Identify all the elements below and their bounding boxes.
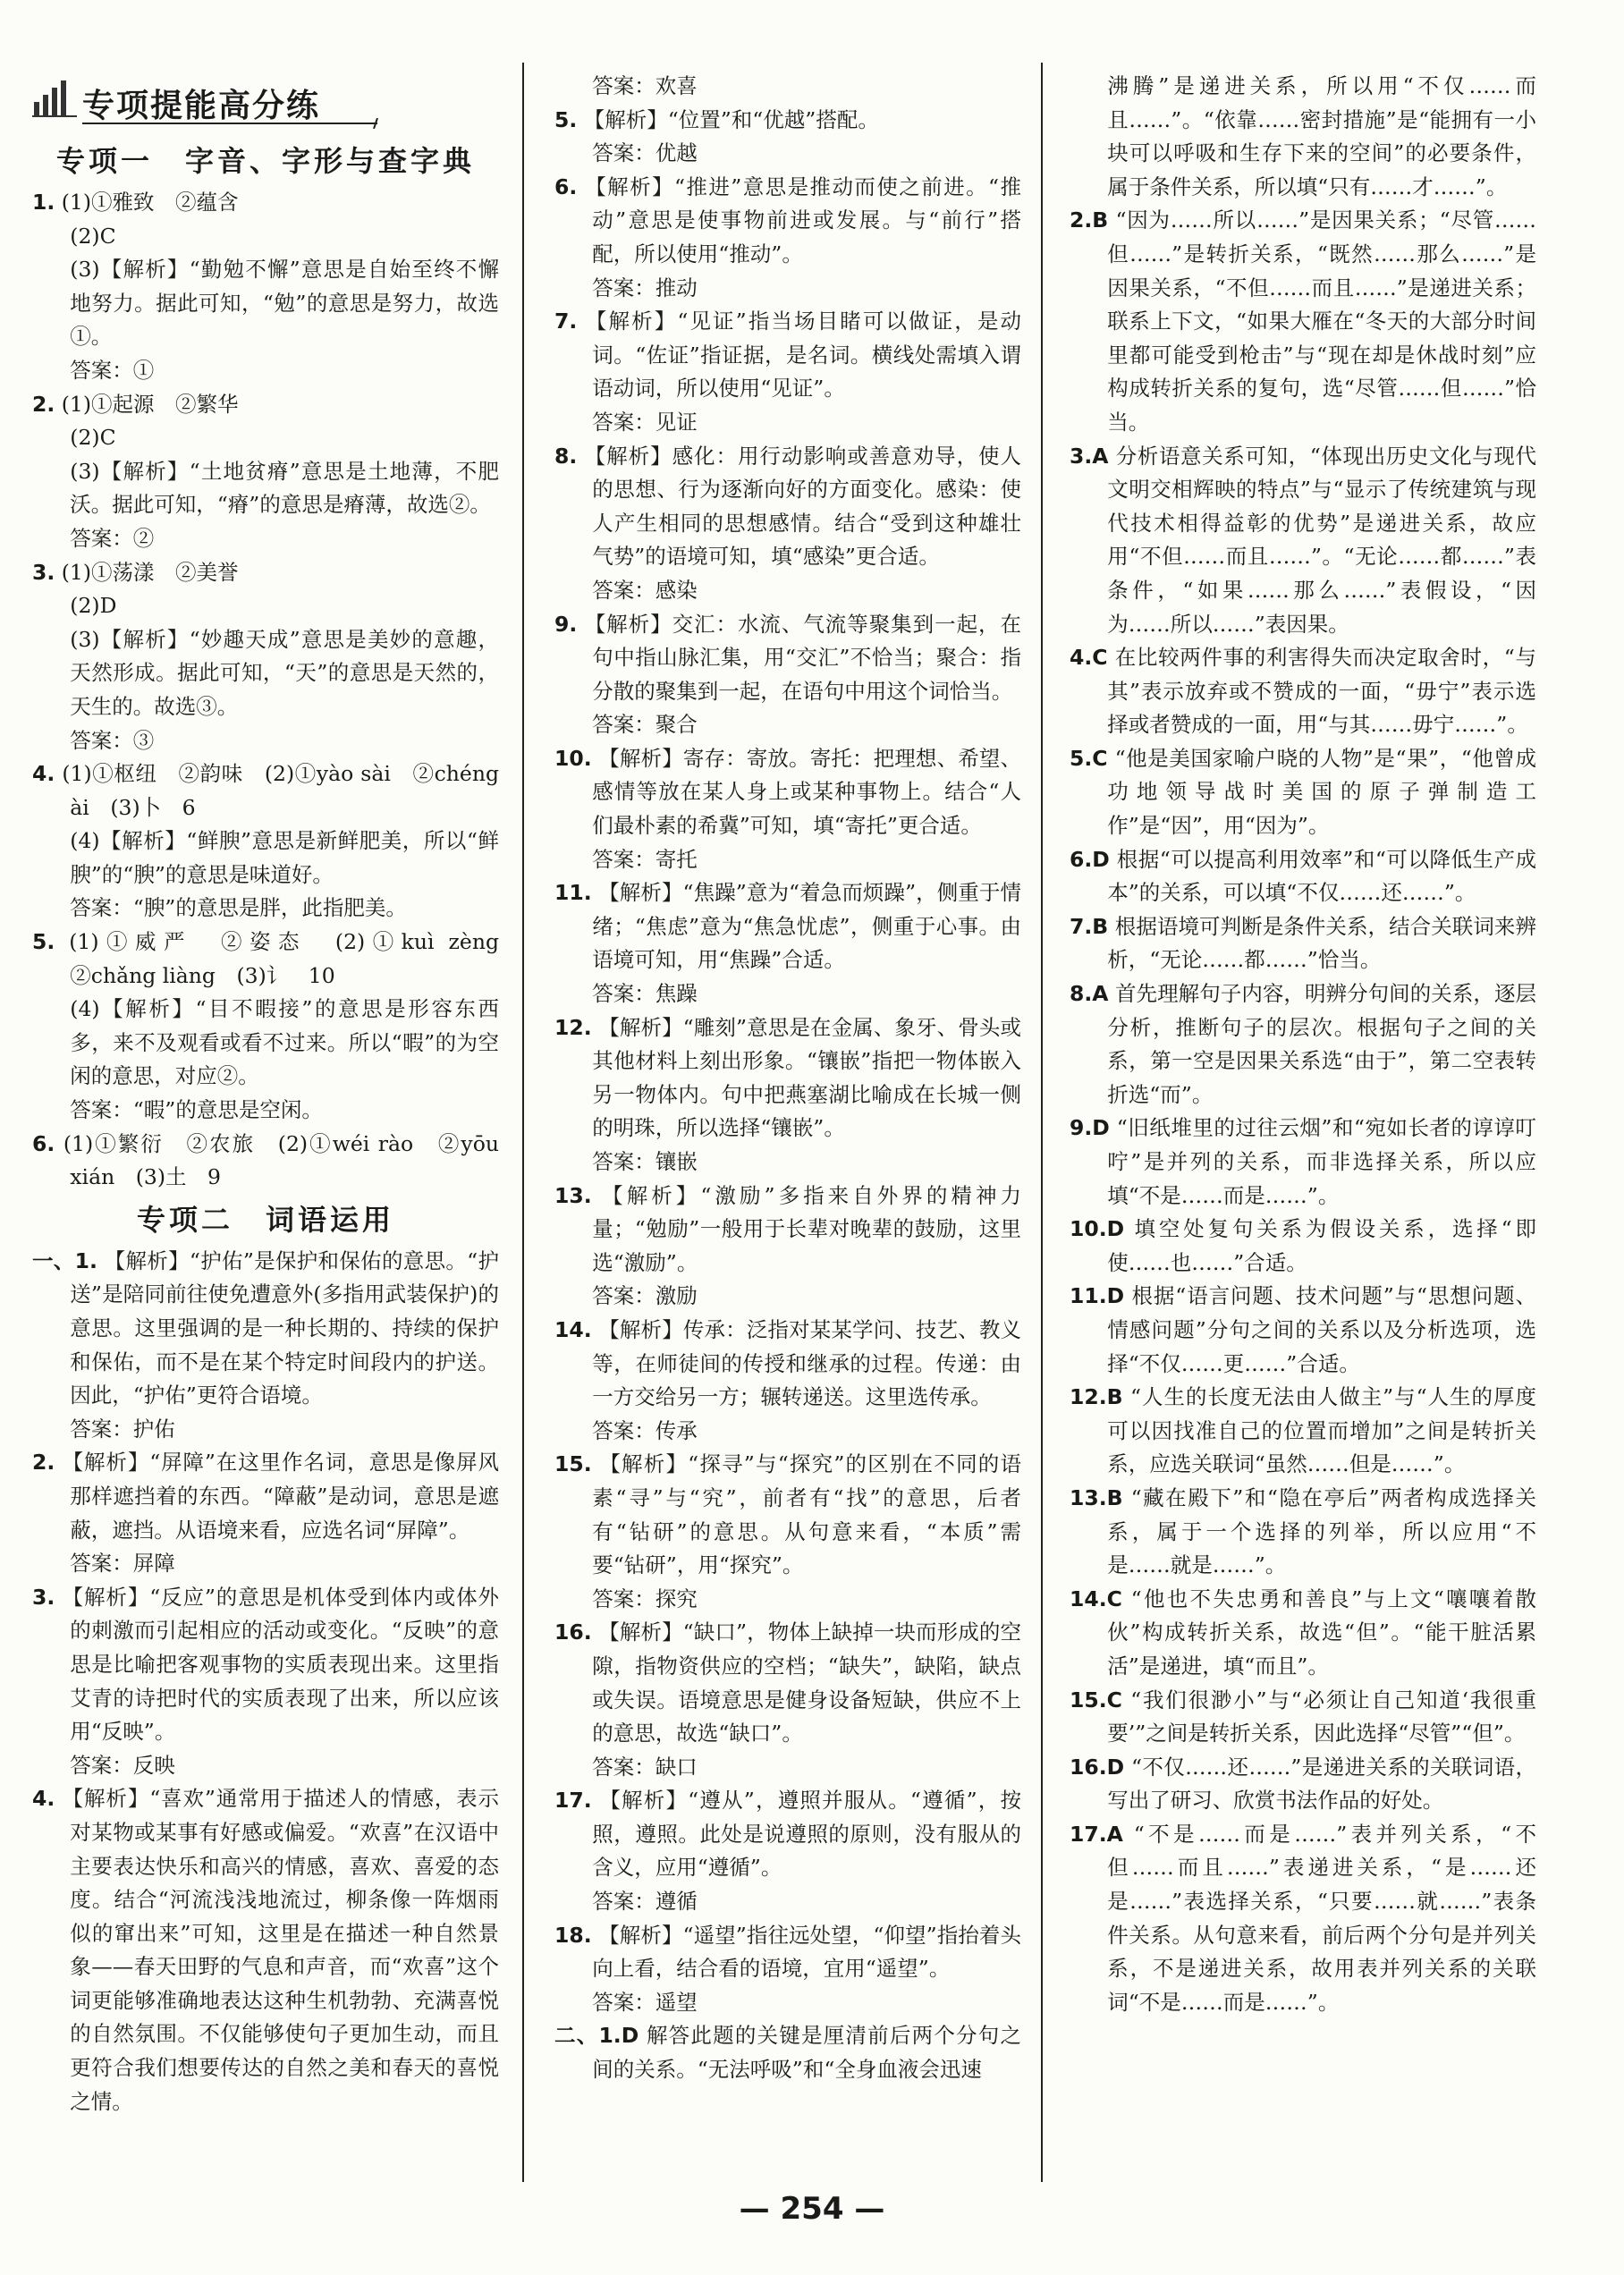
answer-item [1070,1684,1536,1751]
item-number: 一、1. [32,1247,97,1273]
item-text: 【解析】“反应”的意思是机体受到体内或体外的刺激而引起相应的活动或变化。“反映”的意思是比喻把客观事物的实质表现出来。这里指艾青的诗把时代的实质表现了出来，所以应该用“反映”。 [62,1584,499,1745]
item-text: “他是美国家喻户晓的人物”是“果”，“他曾成功地领导战时美国的原子弹制造工作”是“因”，用“因为”。 [1107,745,1536,839]
item-number: 11.D [1070,1283,1125,1309]
item-text: “因为……所以……”是因果关系；“尽管……但……”是转折关系，“既然……那么……”是因果关系，“不但……而且……”是递进关系；联系上下文，“如果大雁在“冬天的大部分时间里都可能受到枪击”与“现在却是休战时刻”应构成转折关系的复句，选“尽管……但……”恰当。 [1107,207,1536,435]
answer-item [1070,1381,1536,1482]
column-divider [522,63,524,2182]
continued-text: 沸腾”是递进关系，所以用“不仅……而且……”。“依靠……密封措施”是“能拥有一小块可以呼吸和生存下来的空间”的必要条件，属于条件关系，所以填“只有……才……”。 [1107,73,1536,199]
answer-line: 答案：① [70,357,155,383]
answer-item [32,1581,499,1749]
item-number: 5.C [1070,745,1108,771]
section-heading: 专项二 词语运用 [136,1202,394,1237]
answer-item [32,556,499,590]
item-number: 4. [32,1786,55,1812]
answer-item [1070,1583,1536,1684]
answer-item [1070,742,1536,843]
answer-line: 答案：护佑 [70,1416,175,1442]
answer-line: 答案：欢喜 [592,73,698,98]
answer-item [554,1616,1021,1750]
answer-item [554,1180,1021,1281]
answer-line: 答案：推动 [592,275,698,300]
answer-line: 答案：遥望 [592,1989,698,2015]
sub-answer: (2)D [70,593,117,619]
answer-item [1070,1751,1536,1818]
item-number: 7. [554,309,578,334]
item-number: 2. [32,391,55,417]
answer-column-2 [554,70,1021,2087]
item-number: 12.B [1070,1384,1123,1410]
item-text: 【解析】交汇：水流、气流等聚集到一起，在句中指山脉汇集，用“交汇”不恰当；聚合：指分散的聚集到一起，在语句中用这个词恰当。 [584,611,1021,704]
item-text: 【解析】“探寻”与“探究”的区别在不同的语素“寻”与“究”，前者有“找”的意思，后者有“钻研”的意思。从句意来看，“本质”需要“钻研”，用“探究”。 [592,1451,1021,1578]
page-number: — 254 — [739,2191,885,2227]
item-text: “他也不失忠勇和善良”与上文“嚷嚷着散伙”构成转折关系，故选“但”。“能干脏活累活”是递进，填“而且”。 [1107,1586,1536,1679]
answer-item [1070,440,1536,642]
item-text: 【解析】“推进”意思是推动而使之前进。“推动”意思是使事物前进或发展。与“前行”搭配，所以使用“推动”。 [585,173,1021,266]
answer-line: 答案：反映 [70,1752,175,1778]
answer-item [554,2019,1021,2086]
item-number: 4. [32,761,55,787]
item-number: 9.D [1070,1115,1110,1141]
item-number: 11. [554,880,592,906]
item-text: 【解析】“护佑”是保护和保佑的意思。“护送”是陪同前往使免遭意外(多指用武装保护)的意思。这里强调的是一种长期的、持续的保护和保佑，而不是在某个特定时间段内的护送。因此，“护佑”更符合语境。 [70,1247,499,1408]
item-number: 13.B [1070,1484,1123,1510]
sub-answer: (3)【解析】“妙趣天成”意思是美妙的意趣，天然形成。据此可知，“天”的意思是天然的，天生的。故选③。 [70,626,499,719]
answer-item [554,305,1021,406]
item-number: 2. [32,1450,55,1476]
answer-column-1 [32,136,520,2119]
item-number: 9. [554,611,578,637]
answer-line: 答案：“腴”的意思是胖，此指肥美。 [70,895,407,921]
item-number: 14.C [1070,1586,1122,1611]
sub-answer: (4)【解析】“目不暇接”的意思是形容东西多，来不及观看或看不过来。所以“暇”的为空闲的意思，对应②。 [70,996,499,1089]
item-text: 【解析】“激励”多指来自外界的精神力量；“勉励”一般用于长辈对晚辈的鼓励，这里选“激励”。 [592,1182,1021,1275]
answer-line: 答案：缺口 [592,1754,698,1780]
item-number: 12. [554,1014,592,1040]
item-number: 14. [554,1316,592,1342]
item-number: 16. [554,1620,592,1645]
banner-underline [82,118,386,129]
item-number: 3. [32,559,55,585]
item-number: 二、1.D [554,2023,639,2049]
item-text: 【解析】“雕刻”意思是在金属、象牙、骨头或其他材料上刻出形象。“镶嵌”指把一物体嵌入另一物体内。句中把燕塞湖比喻成在长城一侧的明珠，所以选择“镶嵌”。 [592,1014,1021,1141]
item-text: (1)①枢纽 ②韵味 (2)①yào sài ②chéng ài (3)卜 6 [62,761,499,820]
answer-line: 答案：见证 [592,409,698,435]
answer-line: 答案：③ [70,727,155,753]
item-text: 在比较两件事的利害得失而决定取舍时，“与其”表示放弃或不赞成的一面，“毋宁”表示选择或者赞成的一面，用“与其……毋宁……”。 [1107,645,1536,738]
item-number: 18. [554,1922,592,1948]
answer-line: 答案：屏障 [70,1551,175,1577]
answer-item [554,1784,1021,1885]
item-text: 【解析】“见证”指当场目睹可以做证，是动词。“佐证”指证据，是名词。横线处需填入谓语动词，所以使用“见证”。 [585,309,1021,402]
sub-answer: (2)C [70,223,116,249]
answer-item [554,1919,1021,1986]
column-divider [1041,63,1043,2182]
answer-item [1070,977,1536,1112]
answer-line: 答案：寄托 [592,846,698,872]
answer-item [1070,1818,1536,2020]
item-number: 7.B [1070,913,1109,939]
answer-item [554,440,1021,574]
answer-item [554,104,1021,138]
sub-answer: (4)【解析】“鲜腴”意思是新鲜肥美，所以“鲜腴”的“腴”的意思是味道好。 [70,828,499,887]
item-text: “不仅……还……”是递进关系的关联词语，写出了研习、欣赏书法作品的好处。 [1107,1754,1536,1814]
item-text: (1)①威严 ②姿态 (2)①kuì zèng ②chǎng liàng (3)讠 10 [69,929,520,988]
item-number: 3. [32,1584,55,1610]
item-text: 【解析】传承：泛指对某某学问、技艺、教义等，在师徒间的传授和继承的过程。传递：由一方交给另一方；辗转递送。这里选传承。 [592,1316,1021,1410]
item-number: 8.A [1070,981,1109,1007]
item-number: 4.C [1070,645,1108,671]
answer-item [554,742,1021,843]
answer-item [32,1245,499,1413]
item-number: 10.D [1070,1216,1125,1242]
answer-line: 答案：镶嵌 [592,1149,698,1174]
item-number: 2.B [1070,207,1109,233]
item-text: “人生的长度无法由人做主”与“人生的厚度可以因找准自己的位置而增加”之间是转折关系，应选关联词“虽然……但是……”。 [1107,1384,1536,1477]
item-number: 6.D [1070,846,1110,872]
item-text: (1)①雅致 ②蕴含 [61,190,239,215]
answer-item [1070,843,1536,910]
item-number: 15.C [1070,1687,1122,1713]
item-number: 17.A [1070,1821,1123,1847]
item-number: 15. [554,1451,592,1477]
item-number: 10. [554,745,592,771]
answer-item [554,1314,1021,1415]
item-text: 【解析】“遥望”指往远处望，“仰望”指抬着头向上看，结合看的语境，宜用“遥望”。 [592,1922,1021,1982]
answer-line: 答案：感染 [592,577,698,603]
answer-item [1070,204,1536,439]
section-heading: 专项一 字音、字形与查字典 [55,144,475,178]
answer-item [32,757,499,825]
item-number: 6. [32,1130,55,1156]
answer-item [1070,641,1536,742]
answer-line: 答案：激励 [592,1283,698,1309]
answer-line: 答案：聚合 [592,712,698,738]
answer-item [32,186,499,220]
item-number: 16.D [1070,1754,1125,1780]
answer-item [1070,1213,1536,1280]
item-text: 分析语意关系可知，“体现出历史文化与现代文明交相辉映的特点”与“显示了传统建筑与现代技术相得益彰的优势”是递进关系，故应用“不但……而且……”。“无论……都……”表条件，“如果……那么……”表假设，“因为……所以……”表因果。 [1107,443,1536,637]
answer-item [32,1446,499,1547]
answer-item [32,1128,499,1195]
item-text: 解答此题的关键是厘清前后两个分句之间的关系。“无法呼吸”和“全身血液会迅速 [592,2023,1021,2083]
item-number: 1. [32,190,55,215]
item-text: (1)①起源 ②繁华 [61,391,239,417]
answer-line: 答案：“暇”的意思是空闲。 [70,1097,323,1123]
answer-line: 答案：焦躁 [592,981,698,1007]
answer-item [554,1011,1021,1146]
item-number: 5. [32,929,55,955]
answer-item [1070,1482,1536,1583]
item-text: 【解析】“缺口”，物体上缺掉一块而形成的空隙，指物资供应的空档；“缺失”，缺陷，缺点或失误。语境意思是健身设备短缺，供应不上的意思，故选“缺口”。 [592,1620,1021,1746]
item-number: 17. [554,1788,592,1814]
item-text: (1)①荡漾 ②美誉 [61,559,239,585]
answer-line: 答案：② [70,525,155,551]
sub-answer: (2)C [70,425,116,451]
item-number: 5. [554,106,578,132]
item-number: 13. [554,1182,592,1208]
answer-item [1070,1280,1536,1381]
answer-line: 答案：优越 [592,140,698,166]
item-number: 8. [554,443,578,469]
item-text: 根据语境可判断是条件关系，结合关联词来辨析，“无论……都……”恰当。 [1107,913,1536,973]
item-text: (1)①繁衍 ②农旅 (2)①wéi rào ②yōu xián (3)土 9 [63,1130,499,1190]
item-text: 【解析】“遵从”，遵照并服从。“遵循”，按照，遵照。此处是说遵照的原则，没有服从的含义，应用“遵循”。 [592,1788,1021,1881]
bar-chart-logo-icon [32,79,80,118]
answer-item [554,171,1021,272]
answer-item [1070,910,1536,977]
item-text: “我们很渺小”与“必须让自己知道‘我很重要’”之间是转折关系，因此选择“尽管”“但”。 [1107,1687,1536,1746]
sub-answer: (3)【解析】“土地贫瘠”意思是土地薄，不肥沃。据此可知，“瘠”的意思是瘠薄，故选②。 [70,458,499,518]
item-text: 填空处复句关系为假设关系，选择“即使……也……”合适。 [1107,1216,1536,1275]
sub-answer: (3)【解析】“勤勉不懈”意思是自始至终不懈地努力。据此可知，“勉”的意思是努力，故选①。 [70,257,499,350]
item-text: 【解析】“喜欢”通常用于描述人的情感，表示对某物或某事有好感或偏爱。“欢喜”在汉语中主要表达快乐和高兴的情感，喜欢、喜爱的态度。结合“河流浅浅地流过，柳条像一阵烟雨似的窜出来”可知，这里是在描述一种自然景象——春天田野的气息和声音，而“欢喜”这个词更能够准确地表达这种生机勃勃、充满喜悦的自然氛围。不仅能够使句子更加生动，而且更符合我们想要传达的自然之美和春天的喜悦之情。 [62,1786,499,2114]
item-text: 【解析】寄存：寄放。寄托：把理想、希望、感情等放在某人身上或某种事物上。结合“人们最朴素的希冀”可知，填“寄托”更合适。 [592,745,1021,839]
item-text: 根据“语言问题、技术问题”与“思想问题、情感问题”分句之间的关系以及分析选项，选择“不仅……更……”合适。 [1107,1283,1536,1376]
item-text: “旧纸堆里的过往云烟”和“宛如长者的谆谆叮咛”是并列的关系，而非选择关系，所以应填“不是……而是……”。 [1107,1115,1536,1208]
item-number: 6. [554,173,578,199]
item-text: 【解析】“焦躁”意为“着急而烦躁”，侧重于情绪；“焦虑”意为“焦急忧虑”，侧重于心事。由语境可知，用“焦躁”合适。 [592,880,1021,973]
answer-column-3 [1070,70,1536,2019]
item-text: 【解析】“屏障”在这里作名词，意思是像屏风那样遮挡着的东西。“障蔽”是动词，意思是遮蔽，遮挡。从语境来看，应选名词“屏障”。 [62,1450,499,1543]
item-text: 【解析】“位置”和“优越”搭配。 [583,106,879,132]
item-text: 【解析】感化：用行动影响或善意劝导，使人的思想、行为逐渐向好的方面变化。感染：使人产生相同的思想感情。结合“受到这种雄壮气势”的语境可知，填“感染”更合适。 [584,443,1021,570]
answer-item [554,1448,1021,1582]
answer-item [1070,1112,1536,1213]
answer-item [554,876,1021,977]
answer-line: 答案：遵循 [592,1889,698,1915]
answer-item [32,926,520,993]
item-text: 首先理解句子内容，明辨分句间的关系，逐层分析，推断句子的层次。根据句子之间的关系，第一空是因果关系选“由于”，第二空表转折选“而”。 [1107,981,1536,1107]
item-text: 根据“可以提高利用效率”和“可以降低生产成本”的关系，可以填“不仅……还……”。 [1107,846,1536,906]
item-text: “不是……而是……”表并列关系，“不但……而且……”表递进关系，“是……还是……”表选择关系，“只要……就……”表条件关系。从句意来看，前后两个分句是并列关系，不是递进关系，故用表并列关系的关联词“不是……而是……”。 [1107,1821,1536,2015]
item-text: “藏在殿下”和“隐在亭后”两者构成选择关系，属于一个选择的列举，所以应用“不是……就是……”。 [1107,1484,1536,1578]
section-banner [32,79,372,125]
answer-line: 答案：传承 [592,1417,698,1443]
answer-item [32,388,499,422]
banner-title: 专项提能高分练 [82,88,321,124]
answer-item [32,1782,499,2119]
answer-item [554,608,1021,709]
answer-line: 答案：探究 [592,1586,698,1611]
item-number: 3.A [1070,443,1109,469]
